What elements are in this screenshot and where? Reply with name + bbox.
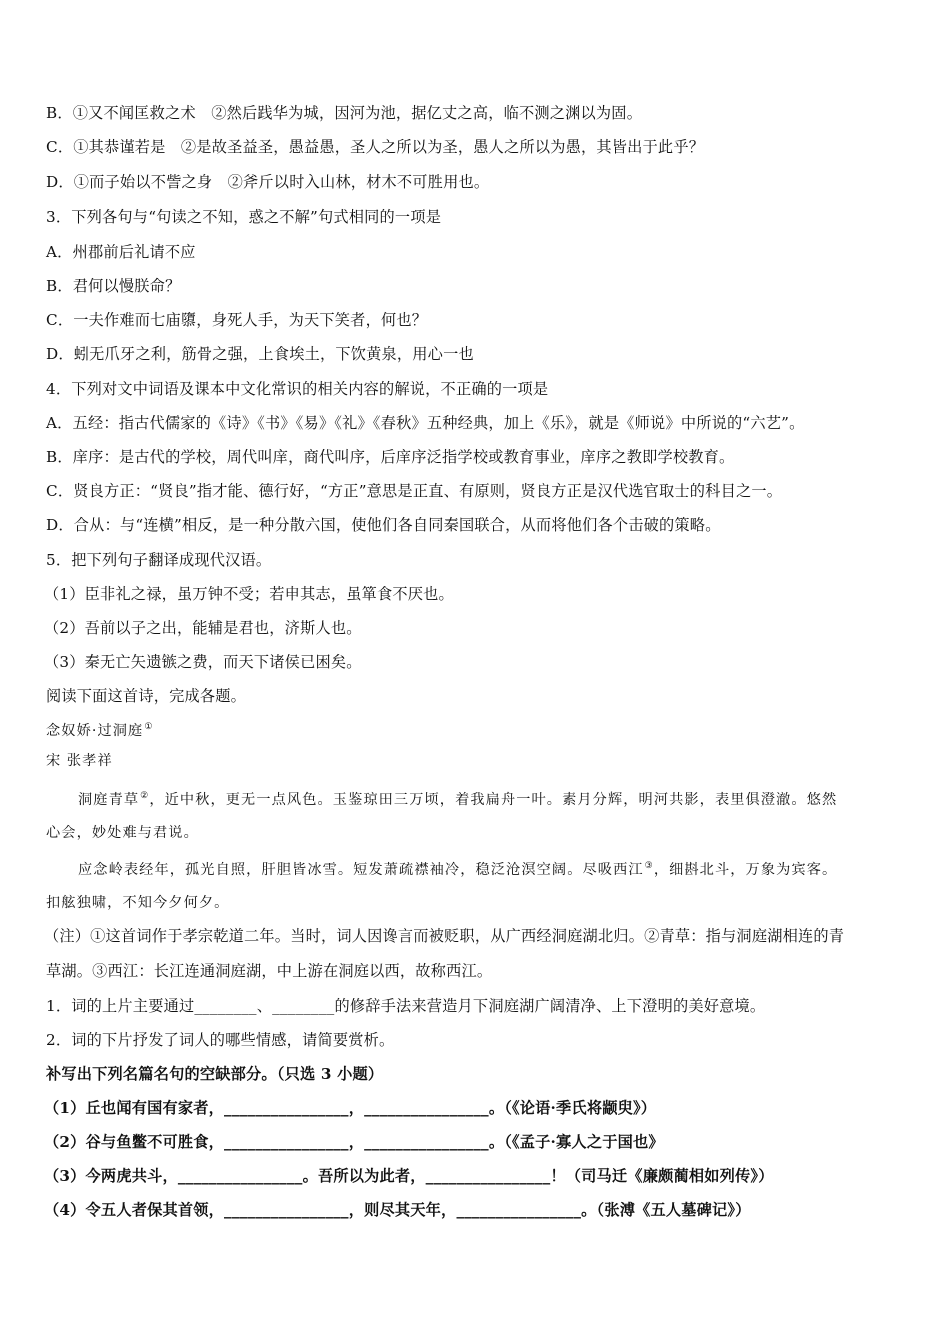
poem-text: ，细斟北斗，万象为宾客。	[653, 862, 838, 878]
q3-option-a: A．州郡前后礼请不应	[46, 243, 196, 261]
q3-option-d: D．蚓无爪牙之利，筋骨之强，上食埃土，下饮黄泉，用心一也	[46, 345, 474, 363]
q2-option-d: D．①而子始以不訾之身 ②斧斤以时入山林，材木不可胜用也。	[46, 173, 490, 191]
q4-option-b: B．庠序：是古代的学校，周代叫庠，商代叫序，后庠序泛指学校或教育事业，庠序之教即学校教育。	[46, 448, 735, 466]
poem-title-text: 念奴娇·过洞庭	[46, 723, 144, 739]
poem-note-line-2: 草湖。③西江：长江连通洞庭湖，中上游在洞庭以西，故称西江。	[46, 962, 493, 980]
q5-sentence-3: （3）秦无亡矢遗镞之费，而天下诸侯已困矣。	[44, 653, 362, 671]
poem-stanza-1-line-1	[78, 786, 910, 810]
q5-sentence-1: （1）臣非礼之禄，虽万钟不受；若申其志，虽箪食不厌也。	[44, 585, 454, 603]
q5-stem: 5．把下列句子翻译成现代汉语。	[46, 551, 272, 569]
poem-question-2: 2．词的下片抒发了词人的哪些情感，请简要赏析。	[46, 1031, 395, 1049]
fill-in-stem: 补写出下列名篇名句的空缺部分。（只选 3 小题）	[46, 1065, 384, 1083]
q5-sentence-2: （2）吾前以子之出，能辅是君也，济斯人也。	[44, 619, 362, 637]
poem-stanza-1-line-2: 心会，妙处难与君说。	[46, 825, 199, 841]
q3-option-b: B．君何以慢朕命？	[46, 277, 181, 295]
footnote-marker: ②	[140, 791, 150, 801]
q4-option-c: C．贤良方正：“贤良”指才能、德行好，“方正”意思是正直、有原则，贤良方正是汉代选官取士的科目之一。	[46, 482, 783, 500]
poem-author: 宋 张孝祥	[46, 753, 113, 769]
poem-title	[46, 717, 910, 741]
q3-option-c: C．一夫作难而七庙隳，身死人手，为天下笑者，何也？	[46, 311, 428, 329]
fill-in-item-1: （1）丘也闻有国有家者，________________，________________。（《论语·季氏将颛臾》）	[44, 1099, 657, 1117]
q4-option-d: D．合从：与“连横”相反，是一种分散六国，使他们各自同秦国联合，从而将他们各个击破的策略。	[46, 516, 721, 534]
poem-question-1: 1．词的上片主要通过________、________的修辞手法来营造月下洞庭湖广阔清净、上下澄明的美好意境。	[46, 997, 766, 1015]
q4-option-a: A．五经：指古代儒家的《诗》《书》《易》《礼》《春秋》五种经典，加上《乐》，就是《师说》中所说的“六艺”。	[46, 414, 805, 432]
footnote-marker: ①	[144, 722, 154, 732]
poem-intro: 阅读下面这首诗，完成各题。	[46, 687, 247, 705]
q2-option-b: B．①又不闻匡救之术 ②然后践华为城，因河为池，据亿丈之高，临不测之渊以为固。	[46, 104, 643, 122]
poem-stanza-2-line-2: 扣舷独啸，不知今夕何夕。	[46, 895, 230, 911]
q3-stem: 3．下列各句与“句读之不知，惑之不解”句式相同的一项是	[46, 208, 442, 226]
footnote-marker: ③	[644, 861, 654, 871]
poem-text: 洞庭青草	[78, 792, 140, 808]
q4-stem: 4．下列对文中词语及课本中文化常识的相关内容的解说，不正确的一项是	[46, 380, 549, 398]
fill-in-item-3: （3）今两虎共斗，________________。吾所以为此者，________________！（司马迁《廉颇蔺相如列传》）	[44, 1167, 774, 1185]
fill-in-item-4: （4）令五人者保其首领，________________，则尽其天年，________________。（张溥《五人墓碑记》）	[44, 1201, 751, 1219]
poem-note-line-1: （注）①这首词作于孝宗乾道二年。当时，词人因谗言而被贬职，从广西经洞庭湖北归。②青草：指与洞庭湖相连的青	[44, 927, 845, 945]
poem-text: 应念岭表经年，孤光自照，肝胆皆冰雪。短发萧疏襟袖冷，稳泛沧溟空阔。尽吸西江	[78, 862, 644, 878]
fill-in-item-2: （2）谷与鱼鳖不可胜食，________________，________________。（《孟子·寡人之于国也》	[44, 1133, 664, 1151]
poem-text: ，近中秋，更无一点风色。玉鉴琼田三万顷，着我扁舟一叶。素月分辉，明河共影，表里俱澄澈。悠然	[149, 792, 838, 808]
poem-stanza-2-line-1	[78, 856, 910, 880]
q2-option-c: C．①其恭谨若是 ②是故圣益圣，愚益愚，圣人之所以为圣，愚人之所以为愚，其皆出于此乎？	[46, 138, 705, 156]
